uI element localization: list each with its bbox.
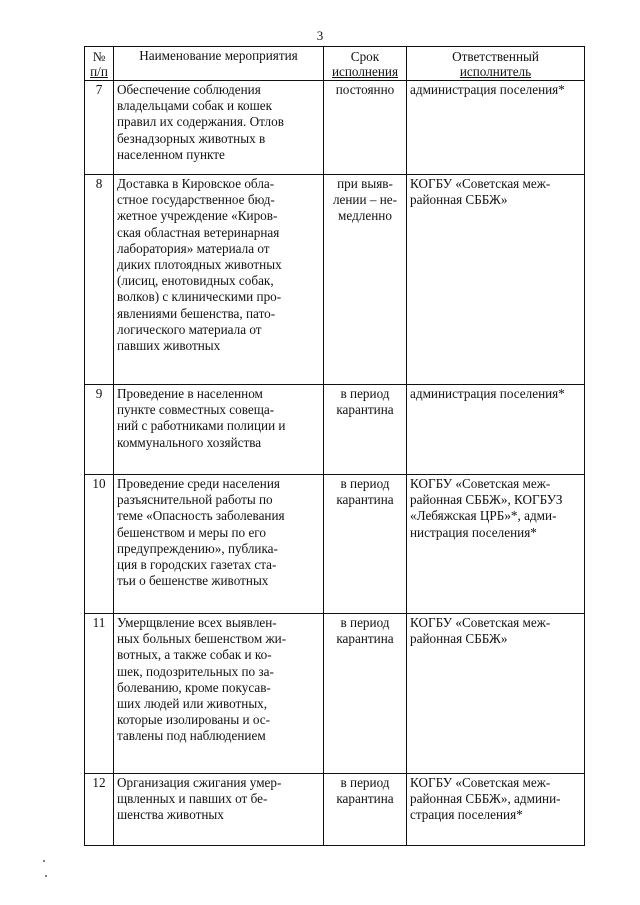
text-line: (лисиц, енотовидных собак,	[117, 273, 274, 289]
header-num	[85, 47, 114, 81]
table-row	[85, 614, 585, 774]
text-line: Умерщвление всех выявлен-	[117, 615, 277, 630]
text-line: ская областная ветеринарная	[117, 224, 280, 240]
measure-name	[114, 475, 324, 614]
text-line: №	[92, 48, 106, 64]
text-line: диких плотоядных животных	[117, 257, 282, 273]
measure-name	[114, 774, 324, 846]
text-line: разъяснительной работы по	[117, 492, 273, 508]
text-line: районная СББЖ»	[410, 631, 508, 647]
measure-responsible	[407, 81, 585, 175]
text-line: ших людей или животных,	[117, 696, 268, 712]
text-line: шек, подозрительных по за-	[117, 663, 274, 679]
text-line: страция поселения*	[410, 807, 523, 823]
row-number: 7	[85, 81, 114, 175]
table-row	[85, 175, 585, 385]
text-line: в период	[340, 386, 390, 401]
text-line: карантина	[336, 791, 394, 807]
text-line: районная СББЖ», КОГБУЗ	[410, 492, 563, 508]
text-line: владельцами собак и кошек	[117, 98, 273, 114]
text-line: теме «Опасность заболевания	[117, 508, 285, 524]
header-term	[324, 47, 407, 81]
text-line: Организация сжигания умер-	[117, 775, 282, 790]
text-line: постоянно	[335, 82, 395, 97]
text-line: КОГБУ «Советская меж-	[410, 476, 551, 491]
text-line: карантина	[336, 631, 394, 647]
measure-responsible	[407, 774, 585, 846]
measure-responsible	[407, 475, 585, 614]
measure-name	[114, 385, 324, 475]
measure-term	[324, 774, 407, 846]
row-number: 10	[85, 475, 114, 614]
table-row	[85, 385, 585, 475]
table-row	[85, 81, 585, 175]
text-line: шенства животных	[117, 807, 224, 823]
text-line: правил их содержания. Отлов	[117, 114, 284, 130]
page-number: 3	[316, 28, 324, 43]
text-line: предупреждению», публика-	[117, 540, 278, 556]
measures-table	[84, 46, 585, 846]
text-line: Срок	[350, 48, 380, 64]
text-line: ция в городских газетах ста-	[117, 557, 277, 573]
text-line: КОГБУ «Советская меж-	[410, 775, 551, 790]
text-line: администрация поселения*	[410, 82, 565, 97]
measure-name	[114, 614, 324, 774]
text-line: лаборатория» материала от	[117, 240, 270, 256]
text-line: тавлены под наблюдением	[117, 728, 266, 744]
text-line: Ответственный	[452, 48, 539, 64]
measure-name	[114, 81, 324, 175]
table-row	[85, 475, 585, 614]
text-line: администрация поселения*	[410, 386, 565, 401]
measure-term	[324, 475, 407, 614]
text-line: при выяв-	[337, 176, 393, 191]
text-line: населенном пункте	[117, 146, 225, 162]
row-number: 11	[85, 614, 114, 774]
text-line: безнадзорных животных в	[117, 130, 266, 146]
text-line: павших животных	[117, 338, 221, 354]
text-line: пункте совместных совеща-	[117, 402, 275, 418]
text-line: ных больных бешенством жи-	[117, 631, 287, 647]
text-line: Проведение среди населения	[117, 476, 280, 491]
text-line: карантина	[336, 492, 394, 508]
text-line: болеванию, кроме покусав-	[117, 679, 271, 695]
text-line: в период	[340, 615, 390, 630]
text-line: Наименование мероприятия	[139, 48, 298, 63]
measure-name	[114, 175, 324, 385]
text-line: которые изолированы и ос-	[117, 712, 271, 728]
text-line: тьи о бешенстве животных	[117, 573, 269, 589]
text-line: карантина	[336, 402, 394, 418]
text-line: коммунального хозяйства	[117, 434, 262, 450]
text-line: в период	[340, 476, 390, 491]
table-row	[85, 774, 585, 846]
text-line: ний с работниками полиции и	[117, 418, 286, 434]
text-line: исполнитель	[459, 63, 532, 79]
measure-responsible	[407, 614, 585, 774]
text-line: вотных, а также собак и ко-	[117, 647, 272, 663]
text-line: Доставка в Кировское обла-	[117, 176, 275, 191]
text-line: лении – не-	[332, 192, 398, 208]
text-line: медленно	[338, 208, 392, 224]
text-line: Проведение в населенном	[117, 386, 263, 401]
text-line: логического материала от	[117, 321, 262, 337]
text-line: «Лебяжская ЦРБ»*, адми-	[410, 508, 557, 524]
measure-responsible	[407, 385, 585, 475]
text-line: бешенством и меры по его	[117, 524, 266, 540]
text-line: жетное учреждение «Киров-	[117, 208, 278, 224]
text-line: волков) с клиническими про-	[117, 289, 282, 305]
text-line: районная СББЖ»	[410, 192, 508, 208]
header-resp	[407, 47, 585, 81]
text-line: КОГБУ «Советская меж-	[410, 615, 551, 630]
text-line: районная СББЖ», админи-	[410, 791, 561, 807]
measure-term	[324, 614, 407, 774]
text-line: щвленных и павших от бе-	[117, 791, 268, 807]
text-line: нистрация поселения*	[410, 524, 537, 540]
measure-term	[324, 81, 407, 175]
measure-term	[324, 175, 407, 385]
measure-responsible	[407, 175, 585, 385]
row-number: 8	[85, 175, 114, 385]
text-line: п/п	[90, 63, 108, 79]
text-line: в период	[340, 775, 390, 790]
row-number: 9	[85, 385, 114, 475]
scan-specks	[42, 858, 48, 878]
table-header-row	[85, 47, 585, 81]
text-line: Обеспечение соблюдения	[117, 82, 261, 97]
text-line: стное государственное бюд-	[117, 192, 275, 208]
measure-term	[324, 385, 407, 475]
header-name	[114, 47, 324, 81]
text-line: исполнения	[331, 63, 399, 79]
text-line: явлениями бешенства, пато-	[117, 305, 276, 321]
text-line: КОГБУ «Советская меж-	[410, 176, 551, 191]
row-number: 12	[85, 774, 114, 846]
